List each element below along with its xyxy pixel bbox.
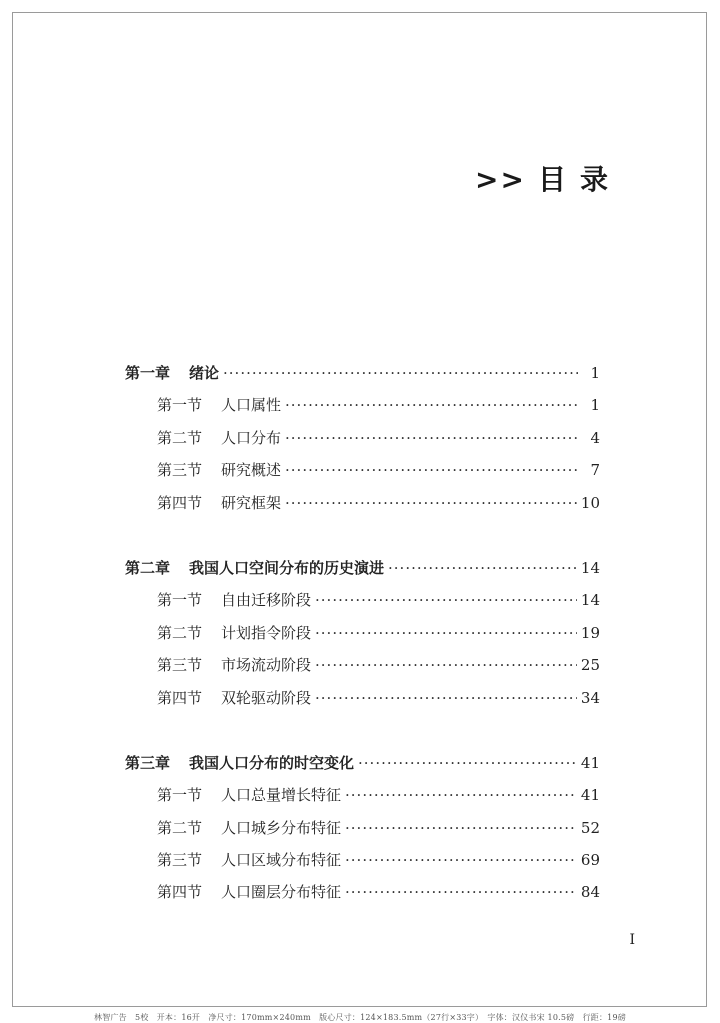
chapter-number: 第一章 [125,364,171,382]
page-number: 10 [580,493,600,512]
section-entry[interactable] [125,817,600,849]
section-number: 第四节 [157,493,203,512]
section-entry[interactable] [125,394,600,426]
chapter-1 [125,362,600,524]
section-entry[interactable] [125,784,600,816]
page-number: 41 [580,786,600,805]
section-name: 人口圈层分布特征 [221,883,342,902]
section-number: 第四节 [157,883,203,902]
leader-dots [345,819,577,837]
section-name: 市场流动阶段 [221,656,312,675]
section-entry[interactable] [125,881,600,913]
page-number: 1 [590,364,600,382]
page-number: 19 [580,623,600,642]
leader-dots [315,689,577,707]
title-char-2: 录 [579,163,610,196]
page-number: 84 [580,883,600,902]
section-number: 第二节 [157,428,203,447]
chapter-3 [125,752,600,914]
chapter-2 [125,557,600,719]
page-number: 14 [580,558,600,577]
section-number: 第三节 [157,461,203,480]
toc-title [475,158,610,198]
chapter-entry[interactable] [125,362,600,394]
section-name: 研究框架 [221,493,282,512]
section-entry[interactable] [125,622,600,654]
chapter-entry[interactable] [125,557,600,589]
page-number: 1 [590,396,600,415]
page-number: 52 [580,818,600,837]
leader-dots [285,494,577,512]
page-number: 14 [580,591,600,610]
page-number: 41 [580,753,600,772]
leader-dots [345,786,577,804]
leader-dots [285,429,578,447]
section-number: 第一节 [157,786,203,805]
table-of-contents [125,362,600,947]
chapter-name: 我国人口空间分布的历史演进 [189,558,385,577]
leader-dots [345,883,577,901]
page-number: 69 [580,851,600,870]
title-char-1: 目 [537,163,568,196]
section-entry[interactable] [125,654,600,686]
section-entry[interactable] [125,427,600,459]
leader-dots [315,656,577,674]
chapter-number: 第三章 [125,753,171,772]
leader-dots [223,364,578,382]
section-name: 人口城乡分布特征 [221,818,342,837]
section-name: 双轮驱动阶段 [221,688,312,707]
section-name: 自由迁移阶段 [221,591,312,610]
section-name: 计划指令阶段 [221,623,312,642]
chapter-entry[interactable] [125,752,600,784]
page-number: 4 [590,428,600,447]
section-entry[interactable] [125,492,600,524]
section-entry[interactable] [125,849,600,881]
page-number: 7 [590,461,600,480]
section-number: 第一节 [157,591,203,610]
section-number: 第四节 [157,688,203,707]
page-number: 25 [580,656,600,675]
chapter-number: 第二章 [125,558,171,577]
section-number: 第二节 [157,623,203,642]
section-name: 研究概述 [221,461,282,480]
leader-dots [285,461,578,479]
leader-dots [358,754,577,772]
leader-dots [388,559,577,577]
section-number: 第三节 [157,851,203,870]
section-name: 人口区域分布特征 [221,851,342,870]
section-entry[interactable] [125,589,600,621]
section-entry[interactable] [125,687,600,719]
title-arrows: >> [475,163,526,196]
leader-dots [285,396,578,414]
print-spec-note: 林智广告 5校 开本：16开 净尺寸：170mm×240mm 版心尺寸：124×183.5mm（27行×33字） 字体：汉仪书宋 10.5磅 行距：19磅 [94,1013,626,1022]
leader-dots [315,591,577,609]
section-number: 第二节 [157,818,203,837]
leader-dots [345,851,577,869]
section-name: 人口总量增长特征 [221,786,342,805]
section-number: 第一节 [157,396,203,415]
chapter-name: 绪论 [189,364,220,382]
section-entry[interactable] [125,459,600,491]
page-number: 34 [580,688,600,707]
folio-page-number: I [629,932,635,948]
section-number: 第三节 [157,656,203,675]
leader-dots [315,624,577,642]
section-name: 人口属性 [221,396,282,415]
chapter-name: 我国人口分布的时空变化 [189,753,355,772]
section-name: 人口分布 [221,428,282,447]
